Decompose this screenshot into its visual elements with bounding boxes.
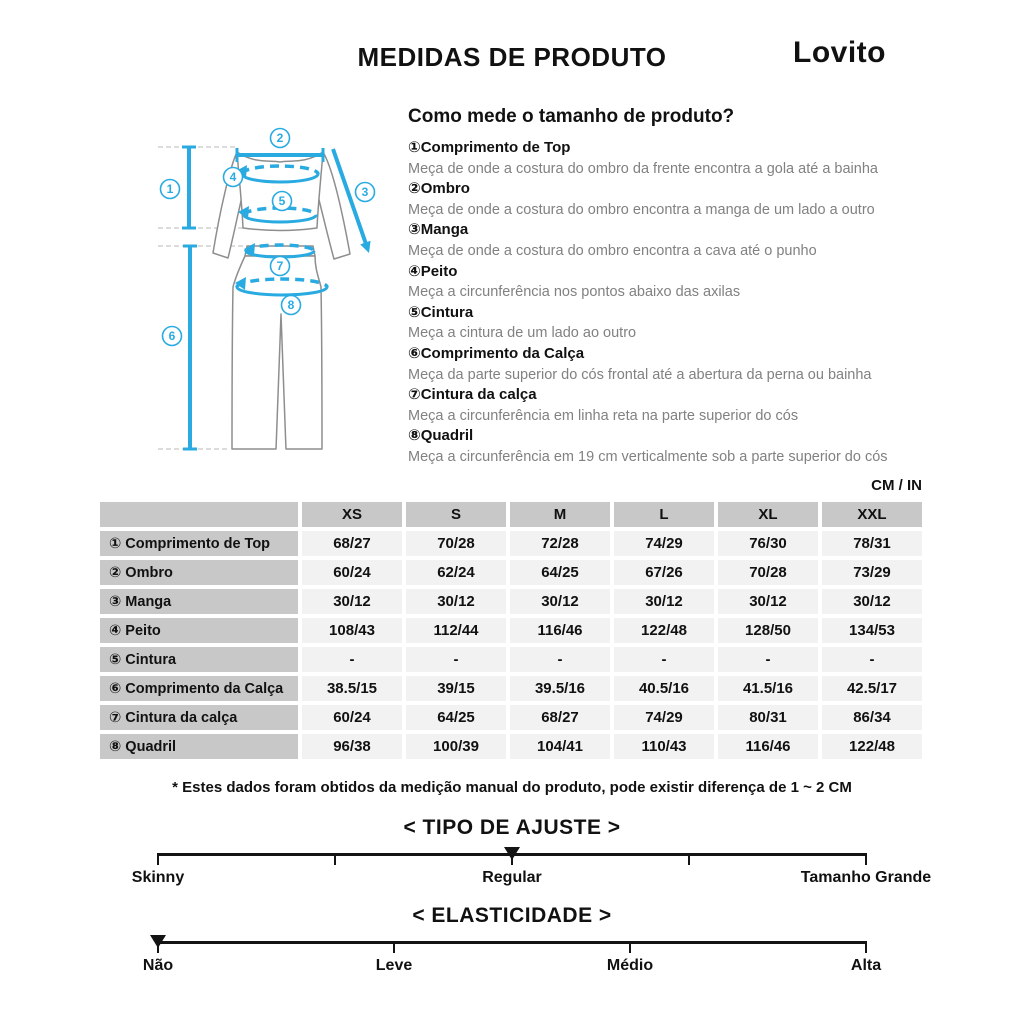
page-title: MEDIDAS DE PRODUTO [357, 42, 667, 72]
callout-4-icon [224, 168, 243, 187]
table-header-cell: XXL [822, 502, 922, 527]
svg-text:7: 7 [276, 259, 284, 273]
table-value-cell: 122/48 [822, 734, 922, 759]
callout-5-icon [273, 192, 292, 211]
table-value-cell: - [718, 647, 818, 672]
table-value-cell: - [614, 647, 714, 672]
svg-text:2: 2 [276, 131, 284, 145]
howto-item-2 [408, 179, 964, 220]
table-value-cell: 100/39 [406, 734, 506, 759]
howto-item-desc: Meça da parte superior do cós frontal até a abertura da perna ou bainha [408, 366, 872, 383]
scale-tick [334, 853, 336, 865]
howto-item-desc: Meça a circunferência em 19 cm verticalmente sob a parte superior do cós [408, 448, 888, 465]
table-value-cell: 72/28 [510, 531, 610, 556]
table-value-cell: 41.5/16 [718, 676, 818, 701]
table-value-cell: 116/46 [510, 618, 610, 643]
scale-label-skinny: Skinny [131, 869, 185, 886]
table-value-cell: 73/29 [822, 560, 922, 585]
howto-list [408, 138, 964, 468]
svg-text:5: 5 [278, 194, 286, 208]
howto-item-label: ③Manga [408, 221, 469, 239]
table-value-cell: 62/24 [406, 560, 506, 585]
table-value-cell: 122/48 [614, 618, 714, 643]
table-value-cell: 76/30 [718, 531, 818, 556]
howto-item-7 [408, 385, 964, 426]
table-value-cell: 78/31 [822, 531, 922, 556]
howto-heading: Como mede o tamanho de produto? [408, 106, 735, 127]
callout-3-icon [356, 183, 375, 202]
table-value-cell: 64/25 [510, 560, 610, 585]
brand-logo: Lovito [793, 36, 886, 69]
table-value-cell: 30/12 [614, 589, 714, 614]
scale-tick [865, 853, 867, 865]
table-value-cell: 30/12 [406, 589, 506, 614]
table-value-cell: 70/28 [406, 531, 506, 556]
table-header-cell: XL [718, 502, 818, 527]
table-row-label-6: ⑥ Comprimento da Calça [100, 676, 298, 701]
svg-text:6: 6 [168, 329, 176, 343]
table-value-cell: 108/43 [302, 618, 402, 643]
fit-scale [158, 845, 866, 869]
pants-body [232, 256, 322, 449]
elasticity-scale-labels [142, 957, 882, 977]
table-value-cell: 39/15 [406, 676, 506, 701]
callout-8-icon [282, 296, 301, 315]
table-value-cell: 110/43 [614, 734, 714, 759]
howto-item-desc: Meça a cintura de um lado ao outro [408, 325, 637, 342]
table-value-cell: 128/50 [718, 618, 818, 643]
howto-item-label: ①Comprimento de Top [408, 139, 571, 156]
table-value-cell: 38.5/15 [302, 676, 402, 701]
size-table [100, 502, 922, 759]
svg-text:3: 3 [361, 185, 369, 199]
scale-line [158, 941, 866, 944]
garment-measurement-diagram [140, 115, 410, 480]
table-value-cell: - [406, 647, 506, 672]
svg-text:1: 1 [166, 182, 174, 196]
fit-scale-labels [131, 869, 932, 889]
table-value-cell: 68/27 [510, 705, 610, 730]
scale-label-médio: Médio [606, 957, 654, 974]
table-value-cell: 39.5/16 [510, 676, 610, 701]
table-value-cell: - [510, 647, 610, 672]
table-corner-cell [100, 502, 298, 527]
fit-scale-heading: < TIPO DE AJUSTE > [403, 816, 621, 839]
scale-label-alta: Alta [850, 957, 882, 974]
elasticity-scale [158, 933, 866, 957]
table-value-cell: 134/53 [822, 618, 922, 643]
table-value-cell: 86/34 [822, 705, 922, 730]
howto-item-6 [408, 344, 964, 385]
table-value-cell: 67/26 [614, 560, 714, 585]
table-value-cell: - [302, 647, 402, 672]
howto-item-label: ②Ombro [408, 180, 470, 198]
table-header-cell: L [614, 502, 714, 527]
table-row-label-7: ⑦ Cintura da calça [100, 705, 298, 730]
callout-7-icon [271, 257, 290, 276]
table-value-cell: 74/29 [614, 531, 714, 556]
scale-label-não: Não [142, 957, 174, 974]
scale-tick [688, 853, 690, 865]
table-value-cell: 42.5/17 [822, 676, 922, 701]
scale-marker-icon [504, 847, 520, 860]
table-value-cell: - [822, 647, 922, 672]
table-value-cell: 116/46 [718, 734, 818, 759]
table-value-cell: 60/24 [302, 560, 402, 585]
table-footnote: * Estes dados foram obtidos da medição manual do produto, pode existir diferença de 1 ~ 2 CM [172, 779, 852, 796]
howto-item-1 [408, 138, 964, 179]
howto-section [408, 106, 964, 468]
table-header-cell: S [406, 502, 506, 527]
scale-marker-icon [150, 935, 166, 948]
table-row-label-5: ⑤ Cintura [100, 647, 298, 672]
howto-item-desc: Meça a circunferência nos pontos abaixo das axilas [408, 284, 741, 301]
table-value-cell: 104/41 [510, 734, 610, 759]
table-value-cell: 64/25 [406, 705, 506, 730]
elasticity-scale-heading: < ELASTICIDADE > [412, 904, 612, 927]
howto-item-4 [408, 262, 964, 303]
howto-item-desc: Meça de onde a costura do ombro da frente encontra a gola até a bainha [408, 160, 878, 177]
table-value-cell: 30/12 [302, 589, 402, 614]
scale-tick [157, 853, 159, 865]
table-value-cell: 40.5/16 [614, 676, 714, 701]
howto-item-label: ⑦Cintura da calça [408, 386, 537, 404]
scale-label-leve: Leve [375, 957, 413, 974]
table-value-cell: 60/24 [302, 705, 402, 730]
table-row-label-1: ① Comprimento de Top [100, 531, 298, 556]
table-value-cell: 68/27 [302, 531, 402, 556]
callout-6-icon [163, 327, 182, 346]
howto-item-label: ⑧Quadril [408, 427, 474, 445]
callout-1-icon [161, 180, 180, 199]
howto-item-3 [408, 220, 964, 261]
table-value-cell: 112/44 [406, 618, 506, 643]
table-value-cell: 70/28 [718, 560, 818, 585]
howto-item-label: ⑥Comprimento da Calça [408, 344, 585, 362]
scale-tick [393, 941, 395, 953]
table-value-cell: 80/31 [718, 705, 818, 730]
howto-item-desc: Meça de onde a costura do ombro encontra a cava até o punho [408, 242, 817, 259]
table-header-cell: M [510, 502, 610, 527]
table-value-cell: 30/12 [510, 589, 610, 614]
callout-2-icon [271, 129, 290, 148]
svg-text:4: 4 [229, 170, 237, 184]
table-row-label-3: ③ Manga [100, 589, 298, 614]
scale-label-tamanho-grande: Tamanho Grande [800, 869, 932, 886]
howto-item-label: ④Peito [408, 262, 458, 280]
table-value-cell: 30/12 [822, 589, 922, 614]
table-header-cell: XS [302, 502, 402, 527]
table-value-cell: 30/12 [718, 589, 818, 614]
howto-item-label: ⑤Cintura [408, 303, 474, 321]
scale-tick [865, 941, 867, 953]
table-value-cell: 74/29 [614, 705, 714, 730]
table-row-label-2: ② Ombro [100, 560, 298, 585]
scale-label-regular: Regular [482, 869, 542, 886]
howto-item-desc: Meça a circunferência em linha reta na parte superior do cós [408, 407, 799, 424]
howto-item-desc: Meça de onde a costura do ombro encontra a manga de um lado a outro [408, 201, 875, 218]
howto-item-5 [408, 303, 964, 344]
table-row-label-8: ⑧ Quadril [100, 734, 298, 759]
howto-item-8 [408, 426, 964, 467]
table-value-cell: 96/38 [302, 734, 402, 759]
unit-label: CM / IN [871, 477, 922, 494]
svg-text:8: 8 [287, 298, 295, 312]
scale-tick [629, 941, 631, 953]
table-row-label-4: ④ Peito [100, 618, 298, 643]
